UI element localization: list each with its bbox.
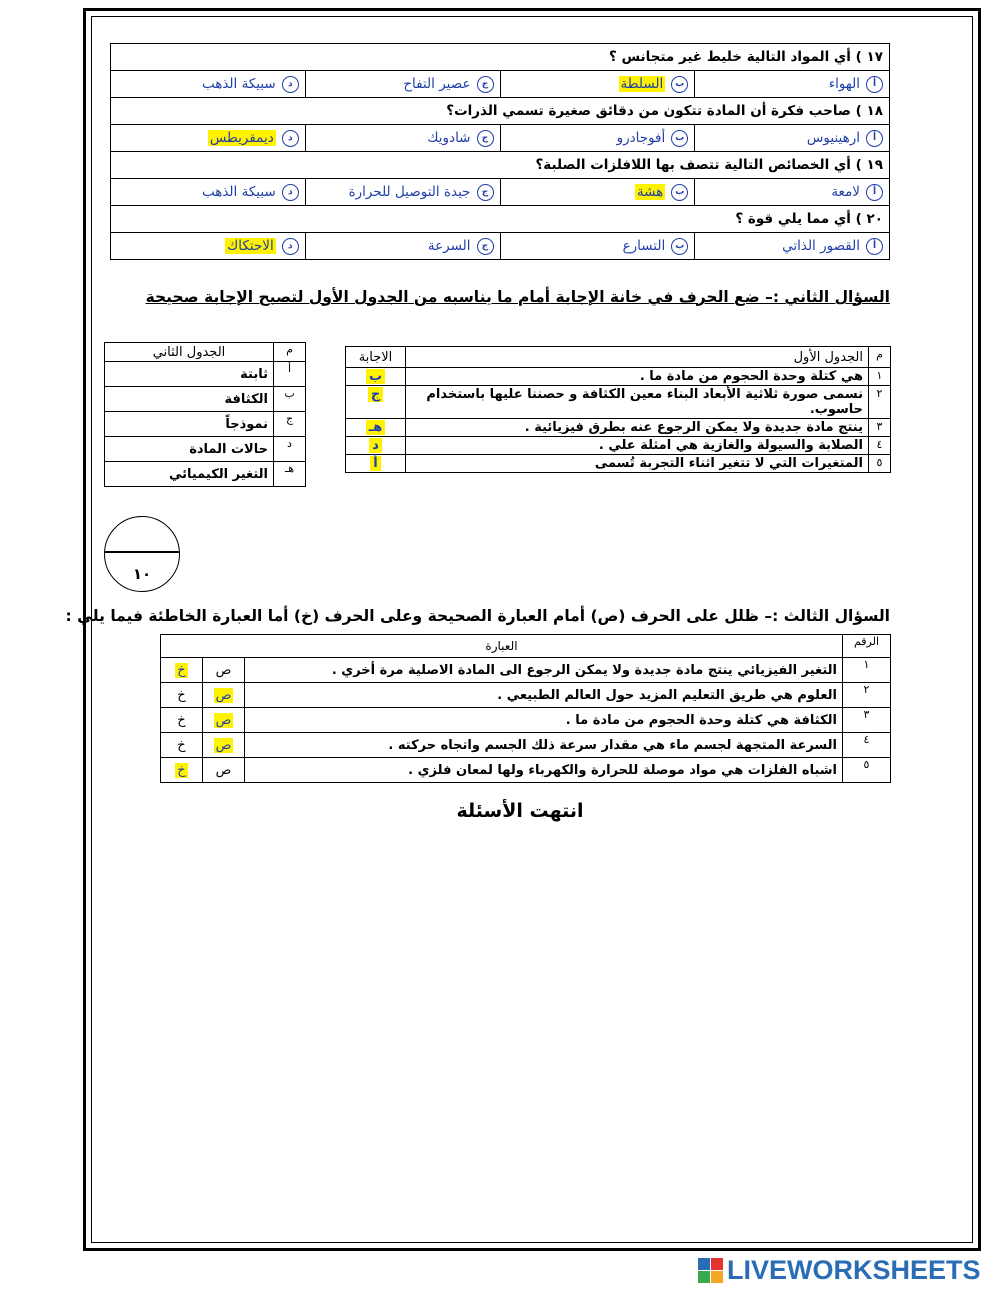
option-text: الاحتكاك <box>227 238 274 254</box>
t2-row-term: الكثافة <box>105 387 274 412</box>
true-option-cell[interactable] <box>203 758 245 783</box>
t3-row-num: ٥ <box>843 758 891 783</box>
t1-row-num: ٥ <box>869 455 891 473</box>
mcq-question-text: ١٧ ) أي المواد التالية خليط غير متجانس ؟ <box>111 44 890 71</box>
option-text: السلطة <box>620 76 664 92</box>
t3-row-num: ٣ <box>843 708 891 733</box>
t2-row <box>105 462 306 487</box>
true-option-label: ص <box>215 712 232 728</box>
t3-row-num: ٤ <box>843 733 891 758</box>
option-letter-circle-icon: د <box>282 130 299 147</box>
t2-row <box>105 362 306 387</box>
option-letter-circle-icon: ب <box>671 130 688 147</box>
option-text: عصير التفاح <box>403 76 471 92</box>
mcq-option[interactable] <box>500 233 695 260</box>
true-option-label: ص <box>215 737 232 753</box>
false-option-label: خ <box>177 737 186 753</box>
mcq-option-content <box>701 130 883 147</box>
mcq-options-row <box>111 71 890 98</box>
option-text: ديمقريطس <box>209 130 274 146</box>
question-3-title: السؤال الثالث :– ظلل على الحرف (ص) أمام العبارة الصحيحة وعلى الحرف (خ) أما العبارة الخاطئة فيما يلي : <box>65 607 890 625</box>
mcq-option-content <box>117 238 299 255</box>
t3-row <box>161 758 891 783</box>
t2-row-term: التغير الكيميائي <box>105 462 274 487</box>
t2-row-letter: د <box>274 437 306 462</box>
option-letter-circle-icon: ب <box>671 238 688 255</box>
t3-row-text: العلوم هي طريق التعليم المزيد حول العالم الطبيعي . <box>245 683 843 708</box>
t1-row <box>346 386 891 419</box>
false-option-cell[interactable] <box>161 658 203 683</box>
t3-row <box>161 658 891 683</box>
option-text: ارهينيوس <box>806 130 860 146</box>
false-option-label: خ <box>177 762 186 778</box>
mcq-option[interactable] <box>695 71 890 98</box>
t1-row-num: ١ <box>869 368 891 386</box>
true-option-label: ص <box>215 762 232 778</box>
option-letter-circle-icon: د <box>282 184 299 201</box>
mcq-option[interactable] <box>111 179 306 206</box>
option-text: التسارع <box>622 238 666 254</box>
false-option-label: خ <box>177 712 186 728</box>
t2-row-letter: ب <box>274 387 306 412</box>
option-letter-circle-icon: ج <box>477 238 494 255</box>
option-text: شادويك <box>427 130 471 146</box>
mcq-question-row <box>111 44 890 71</box>
option-text: هشة <box>636 184 664 200</box>
t1-row-num: ٢ <box>869 386 891 419</box>
option-letter-circle-icon: ب <box>671 184 688 201</box>
t1-row <box>346 437 891 455</box>
mcq-question-text: ٢٠ ) أي مما يلي قوة ؟ <box>111 206 890 233</box>
mcq-option[interactable] <box>111 71 306 98</box>
option-text: أفوجادرو <box>616 130 666 146</box>
t1-row <box>346 368 891 386</box>
t2-row-term: حالات المادة <box>105 437 274 462</box>
t3-row <box>161 733 891 758</box>
mcq-question-text: ١٨ ) صاحب فكرة أن المادة تتكون من دقائق صغيرة تسمي الذرات؟ <box>111 98 890 125</box>
true-option-cell[interactable] <box>203 683 245 708</box>
t1-row-num: ٤ <box>869 437 891 455</box>
t1-answer-value: د <box>369 438 382 453</box>
mcq-option-content <box>312 76 494 93</box>
t3-row-text: السرعة المتجهة لجسم ماء هي مقدار سرعة ذلك الجسم واتجاه حركته . <box>245 733 843 758</box>
mcq-option-content <box>312 184 494 201</box>
mcq-option[interactable] <box>695 125 890 152</box>
t1-header-num: م <box>869 347 891 368</box>
t1-answer-cell[interactable] <box>346 437 406 455</box>
t1-row-text: الصلابة والسيولة والغازية هي امثلة علي . <box>406 437 869 455</box>
t1-row-text: نسمى صورة ثلاثية الأبعاد البناء معين الكثافة و حصننا عليها باستخدام حاسوب. <box>406 386 869 419</box>
t3-row-num: ١ <box>843 658 891 683</box>
t2-row-letter: أ <box>274 362 306 387</box>
question-2-title: السؤال الثاني :– ضع الحرف في خانة الإجابة أمام ما يناسبه من الجدول الأول لتصبح الإجابة صحيحة <box>145 288 890 306</box>
mcq-table <box>110 43 890 260</box>
mcq-options-row <box>111 179 890 206</box>
true-option-cell[interactable] <box>203 708 245 733</box>
mcq-option-content <box>507 76 689 93</box>
t2-row <box>105 437 306 462</box>
t2-row <box>105 387 306 412</box>
first-table <box>345 346 891 473</box>
t1-row-text: ينتج مادة جديدة ولا يمكن الرجوع عنه بطرق فيزيائية . <box>406 419 869 437</box>
option-letter-circle-icon: أ <box>866 76 883 93</box>
t2-row-letter: ج <box>274 412 306 437</box>
mcq-option-content <box>507 130 689 147</box>
t1-row-text: المتغيرات التي لا تتغير اثناء التجربة تُسمى <box>406 455 869 473</box>
t1-answer-cell[interactable] <box>346 386 406 419</box>
t2-row-term: ثابتة <box>105 362 274 387</box>
false-option-label: خ <box>177 662 186 678</box>
t1-answer-cell[interactable] <box>346 368 406 386</box>
true-option-label: ص <box>215 687 232 703</box>
t3-row <box>161 683 891 708</box>
mcq-option-content <box>312 130 494 147</box>
option-text: سبيكة الذهب <box>201 184 276 200</box>
mcq-option[interactable] <box>305 179 500 206</box>
option-text: جيدة التوصيل للحرارة <box>348 184 471 200</box>
option-letter-circle-icon: د <box>282 238 299 255</box>
false-option-cell[interactable] <box>161 683 203 708</box>
t2-row <box>105 412 306 437</box>
t3-row-text: اشباه الفلزات هي مواد موصلة للحرارة والكهرباء ولها لمعان فلزي . <box>245 758 843 783</box>
watermark-text: LIVEWORKSHEETS <box>727 1255 981 1285</box>
mcq-option[interactable] <box>500 71 695 98</box>
false-option-cell[interactable] <box>161 733 203 758</box>
option-letter-circle-icon: ج <box>477 76 494 93</box>
mcq-option-content <box>701 76 883 93</box>
false-option-cell[interactable] <box>161 758 203 783</box>
option-letter-circle-icon: أ <box>866 130 883 147</box>
t1-answer-value: ج <box>368 387 383 402</box>
score-circle <box>104 516 180 592</box>
option-text: القصور الذاتي <box>782 238 860 254</box>
mcq-option-content <box>507 184 689 201</box>
t1-header-answer: الاجابة <box>346 347 406 368</box>
liveworksheets-logo-icon <box>698 1258 723 1283</box>
option-text: الهواء <box>828 76 860 92</box>
t1-answer-value: ب <box>366 369 385 384</box>
t1-answer-cell[interactable] <box>346 419 406 437</box>
t1-answer-value: أ <box>370 456 380 471</box>
t2-row-letter: هـ <box>274 462 306 487</box>
t2-header-num: م <box>274 343 306 362</box>
mcq-option[interactable] <box>111 233 306 260</box>
mcq-option[interactable] <box>500 125 695 152</box>
t1-row <box>346 455 891 473</box>
mcq-question-row <box>111 98 890 125</box>
t3-header-col: العبارة <box>161 635 843 658</box>
mcq-option-content <box>507 238 689 255</box>
t3-header-num: الرقم <box>843 635 891 658</box>
option-letter-circle-icon: أ <box>866 238 883 255</box>
mcq-option[interactable] <box>305 125 500 152</box>
mcq-option[interactable] <box>305 71 500 98</box>
mcq-option[interactable] <box>695 179 890 206</box>
mcq-question-text: ١٩ ) أي الخصائص التالية تتصف بها اللافلزات الصلبة؟ <box>111 152 890 179</box>
mcq-question-row <box>111 152 890 179</box>
t1-row <box>346 419 891 437</box>
mcq-option[interactable] <box>500 179 695 206</box>
t3-row-text: الكثافة هي كتلة وحدة الحجوم من مادة ما . <box>245 708 843 733</box>
mcq-option-content <box>117 184 299 201</box>
mcq-option-content <box>312 238 494 255</box>
t1-answer-value: هـ <box>366 420 385 435</box>
t1-row-num: ٣ <box>869 419 891 437</box>
t2-row-term: نموذجاً <box>105 412 274 437</box>
mcq-option[interactable] <box>695 233 890 260</box>
t1-header-col: الجدول الأول <box>406 347 869 368</box>
option-text: السرعة <box>427 238 471 254</box>
end-of-questions: انتهت الأسئلة <box>456 800 584 822</box>
true-option-cell[interactable] <box>203 733 245 758</box>
score-divider <box>105 551 179 553</box>
option-letter-circle-icon: ب <box>671 76 688 93</box>
watermark <box>698 1255 981 1286</box>
mcq-options-row <box>111 125 890 152</box>
score-value: ١٠ <box>132 565 152 583</box>
option-text: سبيكة الذهب <box>201 76 276 92</box>
t3-row <box>161 708 891 733</box>
mcq-question-row <box>111 206 890 233</box>
t2-header-col: الجدول الثاني <box>105 343 274 362</box>
false-option-cell[interactable] <box>161 708 203 733</box>
second-table <box>104 342 306 487</box>
true-option-cell[interactable] <box>203 658 245 683</box>
mcq-option[interactable] <box>305 233 500 260</box>
mcq-option-content <box>701 238 883 255</box>
option-letter-circle-icon: د <box>282 76 299 93</box>
option-text: لامعة <box>831 184 860 200</box>
true-false-table <box>160 634 891 783</box>
option-letter-circle-icon: أ <box>866 184 883 201</box>
t3-row-num: ٢ <box>843 683 891 708</box>
true-option-label: ص <box>215 662 232 678</box>
t1-row-text: هي كتلة وحدة الحجوم من مادة ما . <box>406 368 869 386</box>
false-option-label: خ <box>177 687 186 703</box>
t1-answer-cell[interactable] <box>346 455 406 473</box>
mcq-option-content <box>117 76 299 93</box>
option-letter-circle-icon: ج <box>477 130 494 147</box>
t3-row-text: التغير الفيزيائي ينتج مادة جديدة ولا يمكن الرجوع الى المادة الاصلية مرة أخري . <box>245 658 843 683</box>
mcq-options-row <box>111 233 890 260</box>
option-letter-circle-icon: ج <box>477 184 494 201</box>
mcq-option-content <box>701 184 883 201</box>
mcq-option[interactable] <box>111 125 306 152</box>
mcq-option-content <box>117 130 299 147</box>
